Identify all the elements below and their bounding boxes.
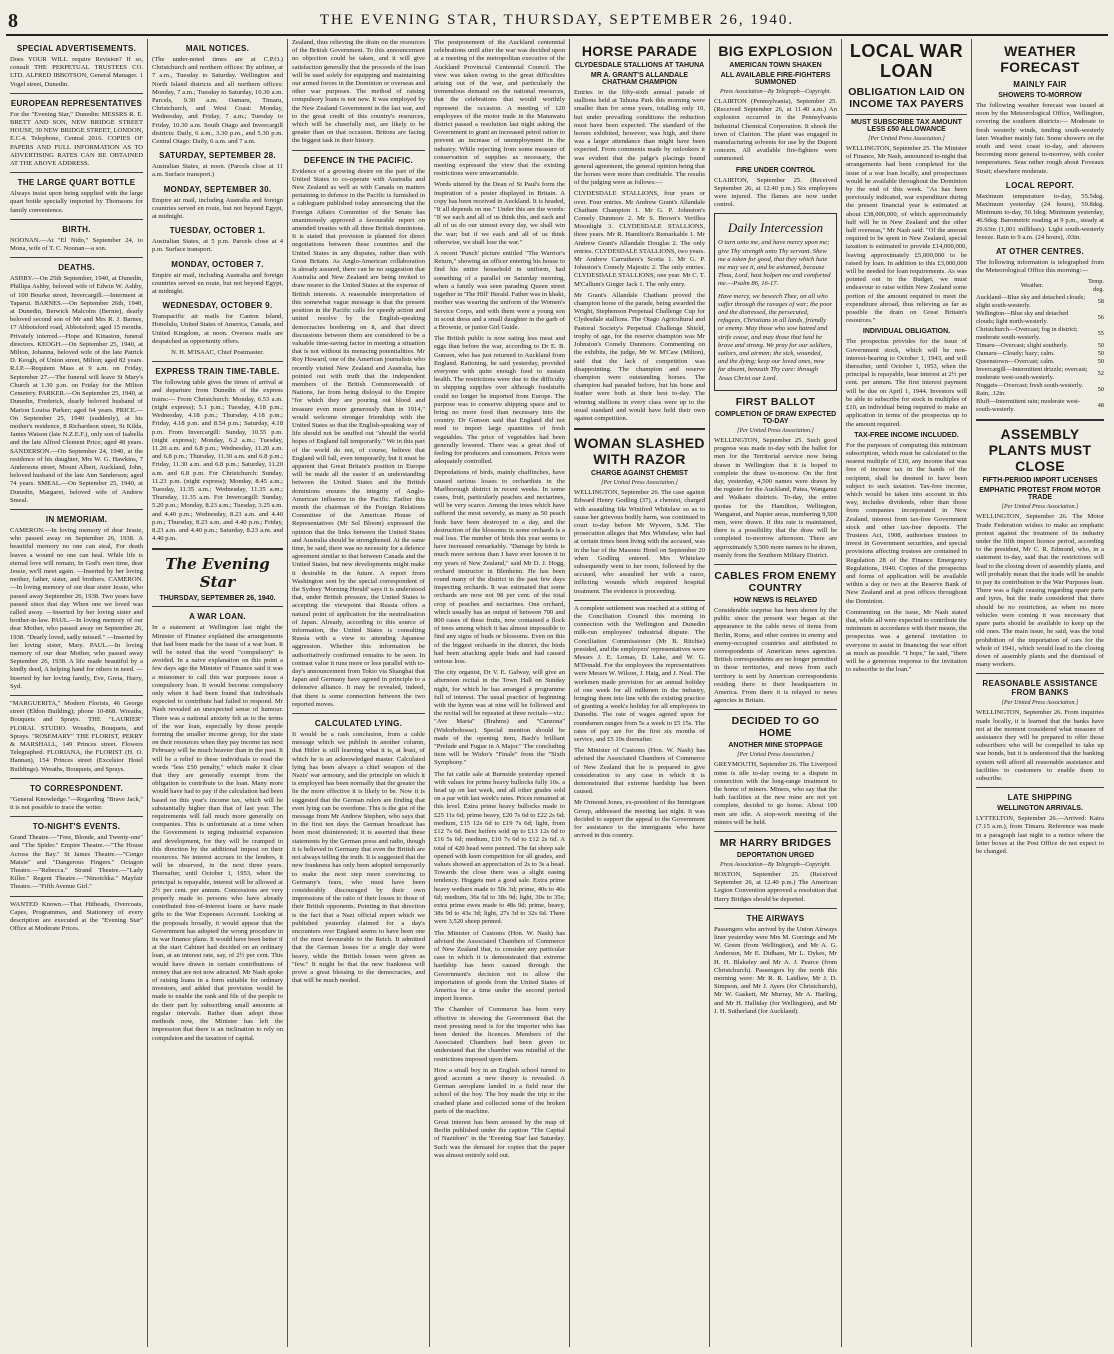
woman-razor-heading: WOMAN SLASHED WITH RAZOR [574, 435, 705, 468]
assistance-heading: REASONABLE ASSISTANCE FROM BANKS [982, 679, 1098, 698]
correspondent-text: "General Knowledge."—Regarding "Brave Jack," it is not possible to trace the writer. [10, 795, 143, 812]
tax-free-text: For the purposes of computing this minimum subscription, which must be calculated to the nearest multiple of £10, any income that was free of income tax in the hands of the recipient, shall be deemed to have been subject to such taxation. Tax-free income, which would be taken into account in this way, includes dividends, other than those from companies incorporated in New Zealand, interest from tax-free Government stock and other tax-free deposits. The Trustees Act, 1908, authorises trustees to invest in Government securities, and special provisions affecting trustees are contained in Regulation 28 of the Finance Emergency Regulations, 1940. Copies of the prospectus and forms of application will be available within a day or two at the Reserve Bank of New Zealand and at post offices throughout the Dominion. [846, 441, 967, 605]
cattle-sale-item: The fat cattle sale at Burnside yesterday opened with values for prime heavy bullocks fully 10s. a head up on last week, and all other grades sold on a par with last week's rates. Prices remained at this level. Extra prime heavy bullocks made to £25 11s 6d; prime heavy, £20 7s 6d to £22 2s 6d; medium, £15 12s 6d to £19 7s 6d; light, from £12 7s 6d. Best heifers sold up to £13 12s 6d to £16 5s 6d; medium, £10 7s 6d to £12 2s 6d. A total of 420 head were penned. The fat sheep sale opened with keen competition for all grades, and values showed an appreciation of 2s to 3s a head. Towards the close there was a slight easing tendency. Hoggets met a good sale. Extra prime heavy wethers made to 50s 3d; prime, 40s to 46s 6d; medium, 36s 6d to 38s 9d; light, 30s to 35s; extra prime ewes made to 48s 9d; prime, heavy, 38s 9d to 43s 3d; light, 27s 3d to 32s 6d. There were 3,520 sheep penned. [434, 770, 565, 926]
home-heading: DECIDED TO GO HOME [731, 715, 820, 740]
individual-heading: INDIVIDUAL OBLIGATION. [862, 328, 951, 336]
agency-credit: Press Association—By Telegraph—Copyright. [720, 89, 831, 95]
editorial-dateline: THURSDAY, SEPTEMBER 26, 1940. [159, 595, 276, 603]
local-report-text: Maximum temperature to-day, 55.5deg. Maximum yesterday (24 hours), 59.8deg. Minimum to-day, 50.1deg. Minimum yesterday, 46.9deg. Barometric reading at 9 p.m., steady at 29.63in (1,001 millibars). Light south-westerly breeze. Rain to 9 a.m. (24 hours), .03in. [976, 192, 1104, 241]
airways-heading: THE AIRWAYS [746, 913, 805, 923]
customs-item: The Minister of Customs (Hon. W. Nash) has advised the Associated Chambers of Commerce of New Zealand that, to consider any particular case in which it is demonstrated that extreme hardship has been caused through the Government's decision not to allow the importation of goods from the United States of America for a time under the second period import licence. [434, 929, 565, 1003]
horse-parade-heading: HORSE PARADE [581, 43, 698, 59]
quart-text: Always insist upon being supplied with the large quart bottle specially imported by Thomsons for family convenience. [10, 190, 143, 214]
editorial-heading: A WAR LOAN. [189, 612, 246, 622]
defence-heading: DEFENCE IN THE PACIFIC. [303, 155, 414, 165]
explosion-text: CLAIRTON (Pennsylvania), September 25. (Received September 26, at 11.40 a.m.) An explosion occurred in the Pennsylvania Industrial Chemical Corporation. It shook the town of Clairton. The plant was engaged in manufacturing solvents for use by the Dupont concern. All available fire-fighters were summoned. [714, 98, 837, 163]
airways-text: Passengers who arrived by the Union Airways liner yesterday were Mrs M. Gorringe and Mr W. Green (from Wellington), and Mr A. G. Anderson, Mr E. Didham, Mr L. Dykes, Mr H. H. Blakeley and Mr A. J. Pearce (from Christchurch). Passengers by the north this morning were: Mr R. R. Laidlaw, Mr J. D. Simpson, and Mr J. Ayers (for Christchurch), Mr W. Gaskett, Mr Murray, Mr A. Harling, and Mr H. Halliday (for Wellington), and Mr J. H. Sutherland (for Auckland). [714, 925, 837, 1015]
war-loan-heading: LOCAL WAR LOAN [849, 41, 964, 81]
intercession-prayer: Have mercy, we beseech Thee, on all who suffer through the ravages of war; the poor and the distressed, the persecuted, refugees, Christians in all lands, friendly or enemy. May those who sow hatred and strife cease, and may those that heal be brave and strong. We pray for our soldiers, sailors, and airmen; the sick, wounded, and the dying; keep our loved ones, now far absent, beneath Thy care: through Jesus Christ our Lord. [718, 292, 833, 382]
defence-text: Evidence of a growing desire on the part of the United States to co-operate with Australia and New Zealand as well as with Canada on matters pertaining to defence in the Pacific is furnished in a cablegram published today announcing that the Foreign Affairs Committee of the Senate has unanimously approved a favourable report on amended treaties with all three British dominions. It is stated that provision is planned for direct negotiations between these countries and the United States in any disputes, rather than with Great Britain. As Anglo-American collaboration is already assured, there can be no suggestion that Australia and New Zealand are being invited to draw nearer to the United States at the expense of British interests. A reasonable interpretation of this somewhat vague message is that the present position in the Pacific calls for speedy action and united resolve by the English-speaking democracies bordering on it, and that direct discussions between them are considered to be a valuable time-saving factor in meeting a situation that is not without its menacing potentialities. Mr Roy Howard, one of the American journalists who recently visited New Zealand and Australia, has pointed out with truth that the independent members of the British Commonwealth of Nations, far from being disloyal to the Empire "for which they are pouring out blood and treasure even more generously than in 1914," would welcome stronger friendship with the United States so that the English-speaking way of life should not be snuffed out "should the world hopes of England fall temporarily." We in this part of the world do not, of course, believe that England will fall, even temporarily, but it must be apparent that Great Britain's position in Europe will be made all the easier if an understanding between the United States and the British dominions ensures the integrity of Anglo-American influence in the Pacific. Earlier this month the chairman of the Foreign Relations Committee of the American House of Representatives (Mr Sol Bloom) expressed the opinion that the links between the United States and Australia should be strengthened. At the same time, he said, there was no necessity for a defence agreement similar to that between Canada and the United States, but new developments might make it desirable in the future. A report from Washington sent by the special correspondent of the Sydney 'Morning Herald' says it is understood that, under British pressure, the United States is accepting the viewpoint that Russia offers a natural point of application for the neutralisation of Japan. Already, according to this source of information, the United States is consulting Russia with a view to attending Japanese aggression. Whether this information be authoritatively confirmed remains to be seen. In contrast value it runs more or less parallel with to-day's announcement from Tokio via Shanghai that Japan and Germany have agreed in principle to a defensive alliance. It may be revealed, indeed, that there is some connection between the two reported moves. [292, 167, 425, 708]
column-1 [6, 39, 148, 1347]
war-loan-subheading: OBLIGATION LAID ON INCOME TAX PAYERS [848, 86, 965, 110]
explosion-subheading: AMERICAN TOWN SHAKEN [729, 62, 822, 69]
columns [6, 39, 1108, 1347]
express-text: The following table gives the times of arrival at and departure from Dunedin of the express trains:— From Christchurch: Monday, 6.53 a.m. (night express); 5.1 p.m.; Tuesday, 4.18 p.m.; Wednesday, 4.18 p.m.; Thursday, 4.18 p.m.; Friday, 4.18 p.m. and 8.54 p.m.; Saturday, 4.18 p.m. From Invercargill: Sunday, 10.55 p.m. (night express); Monday, 6.2 a.m.; Tuesday, 11.20 a.m. and 6.8 p.m.; Wednesday, 11.20 a.m. and 6.8 p.m.; Thursday, 11.30 a.m. and 6.8 p.m.; Friday, 11.30 a.m. and 6.8 p.m.; Saturday, 11.20 a.m. and 6.8 p.m. For Christchurch: Sunday, 11.23 p.m. (night express); Monday, 8.45 a.m.; Tuesday, 11.35 a.m.; Wednesday, 11.35 a.m.; Thursday, 11.35 a.m. For Invercargill: Sunday, 5.20 p.m.; Monday, 8.23 a.m.; Tuesday, 3.25 a.m. and 4.40 p.m.; Wednesday, 8.23 a.m. and 4.40 p.m.; Thursday, 8.23 a.m. and 4.40 p.m.; Friday, 8.23 a.m. and 4.40 p.m.; Saturday, 8.23 a.m. and 4.40 p.m. [152, 379, 283, 543]
table-row: Bluff—Intermittent rain; moderate west-south-westerly. 48 [976, 398, 1104, 414]
bridges-text: BOSTON, September 25. (Received September 26, at 12.40 p.m.) The American Legion Convention approved a resolution that Harry Bridges should be deported. [714, 871, 837, 903]
masthead-title: THE EVENING STAR, THURSDAY, SEPTEMBER 26, 1940. [319, 12, 795, 28]
table-row: Timaru—Overcast; slight southerly. 50 [976, 342, 1104, 350]
birth-text: NOONAN.—At "El Nido," September 24, to Mona, wife of T. C. Noonan—a son. [10, 236, 143, 253]
weather-subheading-2: SHOWERS TO-MORROW [998, 92, 1082, 99]
ballot-subheading: COMPLETION OF DRAW EXPECTED TO-DAY [714, 410, 837, 425]
ballot-text: WELLINGTON, September 25. Such good progress was made to-day with the ballot for men for the Territorial service now being drawn in Wellington that it is hoped to complete the draw to-morrow. On the first day, yesterday, 4,500 names were drawn by the register for the Auckland, Patea, Wanganui and Waikato districts. To-day, the entire quotas for the Hamilton, Wellington, Wanganui, and Napier areas, numbering 9,500 men, were drawn. If this rate is maintained, there is a possibility that the draw will be completed to-morrow afternoon. There are approximately 5,500 more names to be drawn, mainly from the Southern Military District. [714, 436, 837, 559]
memoriam-heading: IN MEMORIAM. [45, 514, 108, 524]
memoriam-text: CAMERON.—In loving memory of dear Jessie, who passed away on September 26, 1938. A beautiful memory no one can steal, For death leaves a wound no one can heal. While life is eternal love will remain, In God's own time, dear Jessie, we'll meet again. —Inserted by her loving mother, father, sister, and brothers. CAMERON.—In loving memory of our dear sister Jessie, who passed away September 26, 1938. Two years have passed since that day When one we loved was called away. —Inserted by her loving sister and brother-in-law. PAUL.—In loving memory of our dear Mother, who passed away on September 26, 1938. "Dearly loved, sadly missed." —Inserted by her loving sister, Mary. PAUL.—In loving memory of our dear Mother, who passed away September 26, 1938. A life made beautiful by a kindly deed, A helping hand for others in need. —Inserted by her loving family, Eve, Greta, Harry, Syd. [10, 526, 143, 690]
horse-text-2: Mr Grant's Allandale Chatham proved the champion horse of the parade, being awarded the Wright, Stephenson Perpetual Challenge Cup for Clydesdale stallions. The Otago Agricultural and Pastoral Society's Perpetual Challenge Shield, trophy of age, for the reserve champion was Mr Johnston's Comely Dunmore. Commenting on the exhibits, the judge, Mr W. M'Caw (Milton), said that the lack of competition was disappointing. The champion and reserve champion were outstanding horses. The champion had paraded before, but his bone and feather were both at their best to-day. The winning stallions in every class were up to the usual standard and would have held their own against competition. [574, 291, 705, 422]
assembly-subheading: FIFTH-PERIOD IMPORT LICENSES [982, 477, 1098, 485]
fire-text: CLAIRTON, September 25. (Received September 26, at 12.40 p.m.) Six employees were injured. The flames are now under control. [714, 176, 837, 209]
special-ads-heading: SPECIAL ADVERTISEMENTS. [16, 44, 137, 53]
agency-credit: [Per United Press Association.] [737, 427, 814, 434]
column-2 [148, 39, 288, 1347]
horse-text: Entries in the fifty-sixth annual parade of stallions held at Tahuna Park this morning were smaller than for some years, totalling only 10, but under prevailing conditions the reduction must have been expected. The standard of the horses exhibited, however, was high, and there was a larger attendance than might have been expected. From comments made by onlookers it was evident that the judge's placings found general agreement, the general opinion being that the horses were more than creditable. The results of the judging were as follows:— [574, 89, 705, 187]
local-report-heading: LOCAL REPORT. [1005, 180, 1075, 190]
war-loan-text: WELLINGTON, September 25. The Minister of Finance, Mr Nash, announced to-night that arrangements had been completed for the issue of a war loan locally, and prospectuses would be available throughout the Dominion by the end of this week. "As has been previously indicated, war expenditure during the present financial year is estimated at about £38,000,000, of which approximately half will be in New Zealand and the other half overseas," Mr Nash said. "Of the amount required to be spent in New Zealand, special taxation is estimated to provide £14,000,000, leaving approximately £5,000,000 to be raised by loan. In addition to this £3,000,000 will be needed for loan requirements. As was pointed out in the Budget, we must endeavour to raise within New Zealand some portion of the amount required to meet the expenditure abroad, thus relieving as far as possible the drain on Great Britain's resources." [846, 145, 967, 325]
column-3 [288, 39, 430, 1347]
weather-subheading: MAINLY FAIR [1013, 80, 1067, 89]
column-5 [570, 39, 710, 1347]
immigrant-item: Mr Ormond Jones, ex-president of the Immigrant Group, addressed the meeting last night. It was decided to support the appeal to the Government for assistance to the immigrants who have arrived in this country. [574, 799, 705, 840]
other-centres-heading: AT OTHER CENTRES. [995, 247, 1085, 257]
tax-free-heading: TAX-FREE INCOME INCLUDED. [854, 431, 959, 439]
agency-credit: [Per United Press Association.] [1001, 504, 1079, 511]
chamber-item: The Chamber of Commerce has been very effective in showing the Government that the most pressing need is for the importer who has been denied the licences. Members of the Associated Chambers had been given to understand that the chamber was mindful of the restrictions imposed upon them. [434, 1006, 565, 1063]
mon-text: Empire air mail, including Australia and foreign countries served en route, but not beyond Egypt, at midnight. [152, 196, 283, 221]
quart-heading: THE LARGE QUART BOTTLE [17, 178, 136, 188]
events-text: Grand Theatre.—"Free, Blonde, and Twenty-one" and "The Spider." Empire Theatre.—"The House Across the Bay." St James Theatre.—"Congo Maisie" and "Dangerous Fingers." Octagon Theatre.—"Rebecca." Strand Theatre.—"Lady Killer." Regent Theatre.—"Ninotchka." Mayfair Theatre.—"Fifth Avenue Girl." [10, 834, 143, 891]
newspaper-page [6, 6, 1108, 1348]
customs-hardship-item: The Minister of Customs (Hon. W. Nash) has advised the Associated Chambers of Commerce of New Zealand that he is prepared to give consideration to any case in which it is demonstrated that extreme hardship has been caused. [574, 747, 705, 796]
mail-heading: MAIL NOTICES. [185, 44, 250, 53]
column-6 [710, 39, 842, 1347]
trustees-ad: Does YOUR WILL require Revision? If so, consult THE PERPETUAL TRUSTEES CO. LTD. ALFRED IBBOTSON, General Manager. 1 Vogel street, Dunedin. [10, 56, 143, 88]
table-row: Christchurch—Overcast; fog in district; moderate south-westerly. 55 [976, 326, 1104, 342]
war-loan-subheading-2: MUST SUBSCRIBE TAX AMOUNT LESS £50 ALLOWANCE [851, 119, 962, 133]
sat-heading: SATURDAY, SEPTEMBER 28. [159, 151, 276, 161]
cables-text: Considerable surprise has been shown by the public since the present war began at the appearance in the cable news of items from Berlin, Rome, and other centres in enemy and enemy-occupied countries and attributed to correspondents of American news agencies. British correspondents are no longer permitted in those territories, and news from such territory is sent by American correspondents residing there to their headquarters in America. From there it is relayed to news agencies in Britain. [714, 606, 837, 705]
express-heading: EXPRESS TRAIN TIME-TABLE. [155, 367, 280, 377]
paper-nameplate: The Evening Star [165, 555, 270, 592]
deaths-text: ASHBY.—On 25th September, 1940, at Dunedin, Phillipa Ashby, beloved wife of Edwin W. Ashby, of 100 Bourke street, Invercargill.—Interment at Taparui. BARNES.—On September 26th, 1940, at Dunedin, Berwick Malcolm (Bernie), dearly beloved second son of Mr and Mrs R. J. Barnes, 17 Abbotsford road, Abbotsford; aged 15 months. Privately interred.—Hope and Kinaston, funeral directors. KEOGH.—On September 25, 1940, at Milton, Johanna, beloved wife of the late Patrick D. Keogh, of Union street, Milton; aged 82 years. R.I.P.—Requiem Mass at 9 a.m. on Friday, September 27.—The funeral will leave St Mary's Church at 1.30 p.m. on Friday for the Milton Cemetery. PARKER.—On September 25, 1940, at Dunedin, Frederick, dearly beloved husband of Marion Louisa Parker; aged 64 years. PRICE.—On September 25, 1940 (suddenly), at his mother's residence, 8 Richardson street, St Kilda, James Watson (late N.Z.E.F.), only son of Isabella and the late Alfred Clement Price; aged 48 years. SANDERSON.—On September 24, 1940, at the residence of his daughter, Mrs W. G. Hawkins, 7 Andersons street, Mount Albert, Auckland, John, beloved husband of the late Ann Sanderson; aged 74 years. SMEAL.—On September 25, 1940, at Dunedin, Margaret, beloved wife of Andrew Smeal. [10, 275, 143, 504]
organ-recital-item: The city organist, Dr V. E. Galway, will give an afternoon recital in the Town Hall on Sunday night, for which he has arranged a programme full of interest. The usual practice of beginning with the hymn was at nine will be followed and the recital will be repeated at three recitals—viz.: "Ave Maria" (Brahms) and "Canzona" (Widorhohosse). Special mention should be made of the opening item, Bach's brilliant "Prelude and Fugue in A Major." The concluding item will be Widor's "Finale" from the "Sixth Symphony." [434, 669, 565, 767]
events-heading: TO-NIGHT'S EVENTS. [32, 822, 121, 832]
ballot-heading: FIRST BALLOT [735, 395, 816, 408]
birds-item: Depredations of birds, mainly chaffinches, have caused serious losses to orchardists in the Marlborough district in recent weeks. In some cases, fruit, particularly peaches and nectarines, will be very scarce. Among the trees which have suffered the most severely, as many as 50 peach buds have been destroyed in a day, and the destruction of the blossoms in some orchards is a real loss. The number of birds this year seems to have increased remarkably. "Damage by birds is much more serious than I have ever known it in my years of New Zealand," said Mr D. J. Hogg, orchard instructor in Blenheim. He has been round many of the district in the past few days inspecting orchards. It was estimated that some orchards are now not 98 per cent. of the total crop of peaches and nectarines. One orchard, which usually has an output of between 700 and 800 cases of these fruits, now contained a flock of trees among which it has almost impossible to find any signs of buds or blossoms. Even on this of the biggest orchards in the district, the birds had been attacking apple buds and had caused serious loss. [434, 469, 565, 666]
explosion-subheading-2: ALL AVAILABLE FIRE-FIGHTERS SUMMONED [720, 72, 831, 86]
florists-ads: "MARGUERITA," Modern Florists, 46 George street (Eldon Building); phone 10-868. Wreaths, Bouquets and Sprays. THE "LAURIER" FLORAL STUDIO. Wreaths, Bouquets, and Sprays. "ROSEMARY" THE FLORIST, PERRY & MARSHALL, 149 Princes street. Flowers Telegraphed. FLORIANA, the FLORIST (H. O. Hannan), 154 Princes street (Excelsior Hotel Buildings). Wreaths, Bouquets, and Sprays. [10, 700, 143, 773]
centres-table [976, 278, 1104, 414]
schoolboy-item: How a small boy in an English school turned to good account a new theory is revealed. A German aeroplane landed in a field near the school of the boy. The boy made the trip to the crashed plane and collected some of the broken parts of the machine. [434, 1066, 565, 1115]
war-loan-text-2: Commenting on the issue, Mr Nash stated that, while all were expected to contribute the minimum in accordance with their means, the prospectus was a general invitation to everyone to assist in financing the war effort as much as possible. "I hope," he said, "there will be a generous response to the invitation to subscribe to the loan." [846, 608, 967, 674]
editorial-continued: Zealand, thus relieving the drain on the resources of the British Government. To this announcement no objection could be taken, and it will give satisfaction generally that the proceeds of the loan will be used solely for equipping and maintaining our armed forces in the Dominion or overseas and other war purposes. The method of raising compulsory loans is not new. It was employed by the New Zealand Government in the last war, and to the great credit of this country's resources, which will be cheerfully met, are likely to be greater than on that occasion. Britons are facing the biggest task in their history. [292, 39, 425, 145]
lying-text: It would be a rash conclusion, from a cable message which we publish in another column, that Hitler is still learning what it is, at least, of which he is an acknowledged master. Calculated lying has been always a chief weapon of the Nazis' war armoury, and the principle on which it is employed has been normally that the greater the lie the more effective it is likely to be. Now it is suggested that the German rulers are finding that even lying can be overdone. This is the gist of the message from Mr Andrew Stephen, who says that in the first ten days the German broadcast has been most disinterested; it is asserted that these statements by the German press and radio, though it is believed in Germany that even the British are not always telling the truth. It is suggested that the new frankness has only been adopted temporarily to make the next step more convincing to Germany's fears, who must have been considerably discouraged by their own impressions of the ratio of their losses to those of their British opponents. Pointing in that direction is the fact that a Nazi official report which we published yesterday claimed for a day's encounters over England seems to have been one of the most favourable to the Reich. It admitted that the German losses for a single day were heavy, while the British losses were given as "few." It might be that the new frankness will prove a great blessing to the democracies, and that will be much needed. [292, 731, 425, 985]
assembly-text: WELLINGTON, September 26. The Motor Trade Federation wishes to make an emphatic protest against the treatment of its industry under the fifth import licence period, according to the president, Mr C. R. Edmond, who, in a statement to-day, said that the restrictions will lead to the closing down of assembly plants, and will probably mean that the trade will be unable to pay its contribution to the War Purposes loan. There was a fight ceasing regarding spare parts and tyres, but the trade considered that there should be no restriction, as when no more vehicles were coming it was necessary that spare parts should be available to keep up the old ones. The main issue, he said, was the total prohibition of the importation of cars for the whole of 1941, which would lead to the closing down of assembly plants and the dismissal of many workers. [976, 513, 1105, 669]
agency-credit: [Per United Press Association.] [601, 480, 678, 487]
individual-text: The prospectus provides for the issue of Government stock, which will be non-interest-bearing to October 1, 1943, and will thereafter, until October 1, 1953, when the principal is repayable, bear interest at 2½ per cent. per annum. The first interest payment will be due on April 1, 1944. Investors will be able to subscribe for stock in multiples of £10, an individual being required to make an application in terms of the prospectus up to the amount required. [846, 338, 967, 428]
other-centres-intro: The following information is telegraphed from the Meteorological Office this morning:— [976, 259, 1104, 275]
table-row: Queenstown—Overcast; calm. 50 [976, 358, 1104, 366]
shipping-subheading: WELLINGTON ARRIVALS. [997, 805, 1083, 813]
column-8 [972, 39, 1108, 1347]
agency-credit: Press Association—By Telegraph—Copyright. [720, 862, 831, 868]
postmaster-signature: N. H. M'ISAAC, Chief Postmaster. [171, 349, 264, 357]
tue-text: Australian States, at 5 p.m. Parcels close at 4 p.m. Surface transport. [152, 238, 283, 254]
masthead [6, 6, 1108, 36]
correspondent-heading: TO CORRESPONDENT. [30, 783, 123, 793]
table-row: Oamaru—Cloudy; hazy; calm. 50 [976, 350, 1104, 358]
table-row: Nuggets—Overcast; fresh south-westerly. Rain, .12in. 50 [976, 382, 1104, 398]
agency-credit: [Per United Press Association.] [737, 752, 814, 759]
centres-col-temp: Temp. deg. [1087, 278, 1104, 294]
auckland-item: The postponement of the Auckland centennial celebrations until after the war was decided upon at a meeting of the metropolitan executive of the Auckland Provincial Centennial Council. The view was taken owing to the great difficulties arising out of the war, and particularly the tremendous demand on the national resources, that the celebrations that would worthily represent the occasion. A meeting of 120 employees of the motor trade in the Manawatu district passed a resolution last night asking the Government to grant an increased petrol ration to prevent an increase of unemployment in the industry. While rejecting from some measure of conservation of supplies as necessary, the meeting expressed the view that the existing restrictions were unwarrantable. [434, 39, 565, 178]
settlement-item: A complete settlement was reached at a sitting of the Conciliation Council this morning in connection with the Wellington and Dunedin milk-run employees' industrial dispute. The Conciliation Commissioner (Mr B. Ritchie) presided, and the employers' representatives were Messrs J. E. Lomas, D. Lake, and W. G. M'Donald. For the employees the representatives were Messrs W. Wilson, J. Haig, and J. Neal. The workmen made provision for an annual holiday of one week for all milkmen in the industry, bringing them into line with the existing practice of granting a week's holiday for all employees in Dunedin. The rate of wages agreed upon for roundsmen ranges from 5s a week to £5 15s. The rates of pay are for the first six months of service, and £5 10s thereafter. [574, 604, 705, 744]
intercession-box [714, 213, 837, 390]
deaths-heading: DEATHS. [58, 263, 95, 273]
bridges-subheading: DEPORTATION URGED [736, 852, 815, 859]
sat-text: Australian States, at noon. (Parcels close at 11 a.m. Surface transport.) [152, 163, 283, 179]
table-row: Wellington—Blue sky and detached clouds; light north-westerly. 56 [976, 310, 1104, 326]
mon7-text: Empire air mail, including Australia and foreign countries served en route, but not beyond Egypt, at midnight. [152, 271, 283, 296]
british-food-item: The British public is now eating less meat and eggs than before the war, according to Dr E. B. Gunson, who has just returned to Auckland from England. Rationing, he said yesterday, provided everyone with quite enough food to sustain health. The restrictions were due to the difficulty in shipping supplies over although foodstuffs could no longer be imported from Europe. The purpose was to conserve shipping space and to bring no more food than necessary into the country. Dr Gunson said that England did not need to import large quantities of fresh vegetables. The price of vegetables had been generally lowered. There was a great deal of feeling for producers and consumers. Prices were adequately controlled. [434, 335, 565, 466]
woman-subheading: CHARGE AGAINST CHEMIST [591, 470, 688, 478]
agency-credit: [Per United Press Association.] [1001, 700, 1079, 707]
wed-heading: WEDNESDAY, OCTOBER 9. [162, 301, 273, 311]
weather-heading: WEATHER FORECAST [1000, 43, 1080, 75]
mon7-heading: MONDAY, OCTOBER 7. [171, 259, 264, 269]
column-7 [842, 39, 972, 1347]
poster-item: Words uttered by the Dean of St Paul's form the inspiration of a poster displayed in Britain. A copy has been received in Auckland. It is headed, "It all depends on me." Under this are the words: "If we each and all of us think this, and each and all of us do our utmost every day, we shall win the war; but if we each and all of us think otherwise, we shall lose the war." [434, 181, 565, 246]
shipping-heading: LATE SHIPPING [1007, 793, 1073, 803]
cables-heading: CABLES FROM ENEMY COUNTRY [714, 569, 837, 594]
home-subheading: ANOTHER MINE STOPPAGE [728, 742, 823, 750]
column-4 [430, 39, 570, 1347]
table-row: Auckland—Blue sky and detached clouds; slight south-westerly. 58 [976, 294, 1104, 310]
assembly-heading: ASSEMBLY PLANTS MUST CLOSE [988, 426, 1092, 475]
home-text: GREYMOUTH, September 26. The Liverpool mine is idle to-day owing to a dispute in connection with the long-range treatment to the home of miners. Miners, who say that the bath facilities at the new mine are not yet complete, decided to go home. About 100 men are idle. A stop-work meeting of the miners will be held. [714, 761, 837, 826]
reps-heading: EUROPEAN REPRESENTATIVES [10, 98, 143, 108]
intercession-heading: Daily Intercession [727, 220, 824, 236]
agency-credit: [Per United Press Association.] [868, 136, 945, 142]
map-item: Great interest has been aroused by the map of Berlin published under the caption "The Capital of Nazidom" in the 'Evening Star' last Saturday. Such was the demand for copies that the paper was almost entirely sold out. [434, 1119, 565, 1159]
tue-heading: TUESDAY, OCTOBER 1. [169, 226, 266, 236]
table-row: Invercargill—Intermittent drizzle; overcast; moderate west-south-westerly. 52 [976, 366, 1104, 382]
page-number: 8 [8, 10, 18, 32]
wanted-ad: WANTED Known.—That Hitheads, Overcoats, Capes, Programmes, and Stationery of every description are executed at the "Evening Star" Office at Moderate Prices. [10, 900, 143, 933]
mail-text: (The under-noted times are at C.P.O.) Christchurch and northern offices: By airliner, at 7 a.m., Tuesday to Saturday. Wellington and North Island districts and all northern offices: Monday, 7 a.m.; Tuesday to Saturday, 10.30 a.m. Parcels, 9.30 a.m. Oamaru, Timaru, Christchurch, and West Coast: Monday, Wednesday, and Friday, 7 a.m.; Tuesday to Friday, 10.30 a.m. South Otago and Invercargill districts: Daily, 6 a.m., 3.30 p.m., and 5.30 p.m. Central Otago: Daily, 6 a.m. and 7 a.m. [152, 56, 283, 146]
punch-item: A recent 'Punch' picture entitled "The Warrior's Return," showing an officer entering his house to find his entire household in uniform, had something of a parallel on Saturday morning, when a family was seen parading Queen street together in 'The Hill' Herald. Father was in khaki, mother was wearing the uniform of the Women's Service Corps, and with them were a young son in scout dress and a small daughter in the garb of a Brownie, or junior Girl Guide. [434, 250, 565, 331]
weather-text: The following weather forecast was issued at noon by the Meteorological Office, Wellington, covering the southern districts:— Moderate to fresh westerly winds, tending south-westerly later. Weather mainly fair. Some showers on the south and west coast to-day, and showers becoming more general to-morrow, with cooler temperatures. Seas rather rough about Foveaux Strait; elsewhere moderate. [976, 102, 1104, 175]
cables-subheading: HOW NEWS IS RELAYED [733, 596, 818, 604]
centres-table-header [976, 278, 1104, 294]
shipping-text: LYTTELTON, September 26.—Arrived: Kaira (7.15 a.m.), from Timaru. Reference was made in a paragraph last night to a notice where the letter boxes at the Post Office do not expect to be changed. [976, 815, 1104, 855]
lying-heading: CALCULATED LYING. [314, 719, 403, 729]
fire-heading: FIRE UNDER CONTROL [735, 166, 816, 174]
horse-subheading-2: MR A. GRANT'S ALLANDALE CHATHAM CHAMPION [590, 72, 689, 86]
horse-results: CLYDESDALE STALLIONS, four years or over. Four entries. Mr Andrew Grant's Allandale Chatham Champion 1. Mr G. P. Johnston's Comely Dunmore 2. Mr S. Brown's Veriflea Moonlight 3. CLYDESDALE STALLIONS, three years. Mr R. Hamilton's Remarkable 1. Mr Andrew Grant's Allandale Douglas 2. The only entries. CLYDESDALE STALLIONS, two years. Mr Andrew Carruthers's Scotia 1. Mr G. P. Johnston's Comely Majestic 2. The only entries. CLYDESDALE STALLIONS, one year. Mr C. T. M'Callum's Ginger Jack 1. The only entry. [574, 190, 705, 288]
birth-heading: BIRTH. [62, 224, 91, 234]
centres-col-weather: Weather. [1020, 282, 1044, 290]
bridges-heading: MR HARRY BRIDGES [719, 837, 832, 849]
horse-subheading: CLYDESDALE STALLIONS AT TAHUNA [574, 62, 705, 69]
intercession-psalm: O turn unto me, and have mercy upon me; give Thy strength unto Thy servant. Shew me a token for good, that they which hate me may see it, and be ashamed, because Thou, Lord, hast holpen me and comforted me.—Psalm 86, 16-17. [718, 239, 831, 288]
assistance-text: WELLINGTON, September 26. From inquiries made locally, it is learned that the banks have not at the moment considered what measure of assistance they will be prepared to offer those subscribers who will be compelled to take up war bonds, but it is understood that the banking system will afford all reasonable assistance and facilities to customers to enable them to subscribe. [976, 709, 1104, 782]
assembly-subheading-2: EMPHATIC PROTEST FROM MOTOR TRADE [979, 487, 1101, 502]
woman-text: WELLINGTON, September 26. The case against Edward Henry Godling (37), a chemist, charged with assaulting Ida Winifred Whitelaw so as to cause her grievous bodily harm, was continued in court to-day before Mr Wyvern, S.M. The prosecution alleges that Mrs Whitelaw, who had at certain times been living with the accused, was in the bar of the Masonic Hotel on September 20 when Godling entered. Mrs Whitelaw subsequently went to her room, followed by the accused, who assaulted her with a razor, inflicting wounds which required hospital treatment. The evidence is proceeding. [574, 489, 705, 595]
wed-text: Transpacific air mails for Canton Island, Honolulu, United States of America, Canada, and United Kingdom, at noon. Oversea mails are despatched as opportunity offers. [152, 313, 283, 345]
explosion-heading: BIG EXPLOSION [718, 43, 833, 59]
mon-heading: MONDAY, SEPTEMBER 30. [163, 184, 272, 194]
editorial-text: In a statement at Wellington last night the Minister of Finance explained the arrangements that had been made for the issue of a war loan. It will be noted that the word "compulsory" is avoided. In a naive explanation on this point a few days ago the Minister of Finance said it was a misnomer to call this war purposes issue a compulsory loan. It would become compulsory only when it had been found that individuals expected to contribute had failed to respond. Mr Nash revealed an unexpected sense of humour. There was a national anxiety felt as to the terms of the war loan, especially by those people forming the smaller income group, for the state on their resources when they pay income tax next February will be much heavier than in the past. It will be a relief to these individuals to read the words "less £50 penalty," which make it clear that they are generally exempt from the obligation to contribute to the loan. Many more would have had to pay if the calculation had been based on this year's income tax, which will be substantially higher than that of last year. The requirements will fall much more generally on companies. This is unfortunate at a time when the Government is urging industrial expansion and development, for they will be cramped in this direction by the additional impost on their resources. No interest accrues to the lenders, it will be observed, in the next three years. Thereafter, until October 1, 1953, when the principal is repayable, interest will be allowed at 2½ per cent. per annum. Concessions are very properly made to persons who have already contributed free-of-interest loans or have made gifts to the War Expenses Account. Looking at the proposals broadly, it would appear that the Government has adopted the wrong procedure in its war finance plans. It would have been better if at the start Cabinet had decided on an ordinary loan, at an interest rate, say, of 2½ per cent. This would have drawn in certain contributions of money that are not now attracted. Mr Nash spoke of raising loans in a form suitable for ordinary investors, and added that provision would be made to enable the rank and file of the people to do their part by subscribing small amounts at regular intervals. Rather than adopt these methods now, the Minister has left the impression that there is an inclination to rely on compulsion and the taxation of capital. [152, 624, 283, 1042]
reps-text: For the "Evening Star," Dunedin: MESSRS R. E. BRETT AND SON, NEW BRIDGE STREET HOUSE, 30 NEW BRIDGE STREET, LONDON, E.C.4. Telephone, Central 2016. COPIES OF PAPERS AND FULL INFORMATION AS TO ADVERTISING RATES CAN BE OBTAINED AT THE ABOVE ADDRESS. [10, 110, 143, 168]
